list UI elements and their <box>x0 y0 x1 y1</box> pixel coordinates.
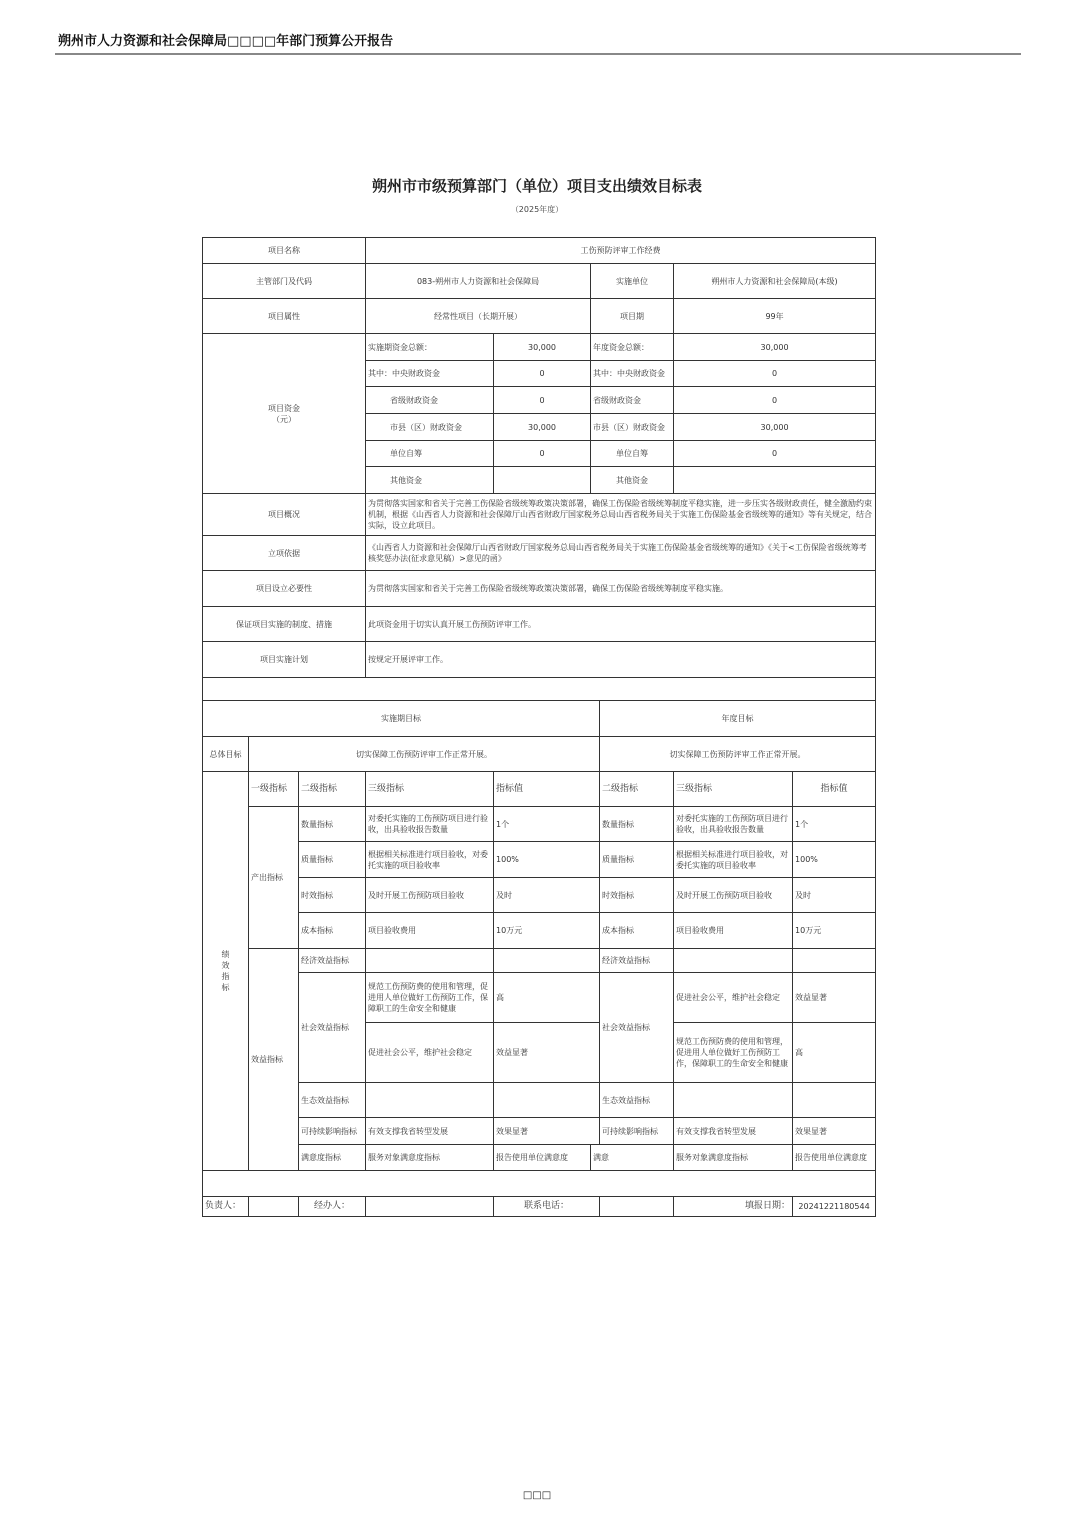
attr-value: 经常性项目（长期开展） <box>366 299 591 334</box>
fund-label: 市县（区）财政资金 <box>591 414 674 441</box>
performance-indicators-label: 绩 效 指 标 <box>203 772 249 1171</box>
column-header: 三级指标 <box>674 772 793 807</box>
indicator-l3 <box>674 1083 793 1118</box>
info-value: 按规定开展评审工作。 <box>366 642 876 678</box>
page-header: 朔州市人力资源和社会保障局□□□□年部门预算公开报告 <box>58 34 394 49</box>
indicator-l2: 服务对象满意度指标 <box>366 1145 494 1171</box>
indicator-value: 及时 <box>793 878 876 913</box>
fund-value: 0 <box>494 387 591 414</box>
fund-value: 30,000 <box>494 414 591 441</box>
column-header: 指标值 <box>494 772 600 807</box>
fund-value: 30,000 <box>674 334 876 361</box>
unit-value: 朔州市人力资源和社会保障局(本级) <box>674 264 876 299</box>
indicator-l3: 促进社会公平，维护社会稳定 <box>674 973 793 1023</box>
column-header: 三级指标 <box>366 772 494 807</box>
indicator-l2: 成本指标 <box>299 913 366 949</box>
info-label: 项目设立必要性 <box>203 571 366 607</box>
project-name: 工伤预防评审工作经费 <box>366 238 876 264</box>
indicator-l3: 项目验收费用 <box>366 913 494 949</box>
fund-value <box>674 467 876 494</box>
owner-value <box>249 1197 299 1217</box>
info-label: 立项依据 <box>203 536 366 571</box>
indicator-value: 效果显著 <box>494 1118 600 1145</box>
blank-row <box>203 1171 876 1197</box>
year-goal: 切实保障工伤预防评审工作正常开展。 <box>600 737 876 772</box>
indicator-l3: 对委托实施的工伤预防项目进行验收，出具验收报告数量 <box>366 807 494 842</box>
indicator-l2: 质量指标 <box>299 842 366 878</box>
handler-value <box>366 1197 494 1217</box>
indicator-l3: 项目验收费用 <box>674 913 793 949</box>
info-value: 此项资金用于切实认真开展工伤预防评审工作。 <box>366 607 876 642</box>
fund-value: 30,000 <box>494 334 591 361</box>
indicator-l2: 可持续影响指标 <box>299 1118 366 1145</box>
date-value: 20241221180544 <box>793 1197 876 1217</box>
fund-label: 其中：中央财政资金 <box>591 361 674 387</box>
period-goal: 切实保障工伤预防评审工作正常开展。 <box>249 737 600 772</box>
fund-value <box>494 467 591 494</box>
attr-label: 项目属性 <box>203 299 366 334</box>
phone-label: 联系电话： <box>494 1197 600 1217</box>
dept-value: 083-朔州市人力资源和社会保障局 <box>366 264 591 299</box>
indicator-l2: 可持续影响指标 <box>600 1118 674 1145</box>
indicator-l3: 促进社会公平，维护社会稳定 <box>366 1023 494 1083</box>
indicator-l2: 数量指标 <box>600 807 674 842</box>
page-title: 朔州市市级预算部门（单位）项目支出绩效目标表 <box>371 177 702 195</box>
indicator-l3: 规范工伤预防费的使用和管理，促进用人单位做好工伤预防工作，保障职工的生命安全和健康 <box>366 973 494 1023</box>
period-label: 项目期 <box>591 299 674 334</box>
indicator-l3: 有效支撑我省转型发展 <box>674 1118 793 1145</box>
fund-label: 其他资金 <box>366 467 494 494</box>
fund-label: 市县（区）财政资金 <box>366 414 494 441</box>
indicator-l3: 对委托实施的工伤预防项目进行验收，出具验收报告数量 <box>674 807 793 842</box>
indicator-l2: 成本指标 <box>600 913 674 949</box>
funds-label: 项目资金 （元） <box>203 334 366 494</box>
owner-label: 负责人： <box>203 1197 249 1217</box>
overall-goal-label: 总体目标 <box>203 737 249 772</box>
indicator-l2: 社会效益指标 <box>600 973 674 1083</box>
page-number: □□□ <box>522 1490 552 1501</box>
indicator-value: 效果显著 <box>793 1118 876 1145</box>
indicator-l2: 数量指标 <box>299 807 366 842</box>
info-value: 《山西省人力资源和社会保障厅山西省财政厅国家税务总局山西省税务局关于实施工伤保险基金省级统筹的通知》《关于<工伤保险省级统筹考核奖惩办法(征求意见稿）>意见的函》 <box>366 536 876 571</box>
fund-label: 其中：中央财政资金 <box>366 361 494 387</box>
indicator-value: 满意 <box>591 1145 674 1171</box>
indicator-value: 及时 <box>494 878 600 913</box>
fund-label: 年度资金总额： <box>591 334 674 361</box>
info-value: 为贯彻落实国家和省关于完善工伤保险省级统筹政策决策部署，确保工伤保险省级统筹制度平稳实施，进一步压实各级财政责任，健全激励约束机制，根据《山西省人力资源和社会保障厅山西省财政厅国家税务总局山西省税务局关于实施工伤保险基金省级统筹的通知》等有关规定，结合实际，设立此项目。 <box>366 494 876 536</box>
indicator-l2: 服务对象满意度指标 <box>674 1145 793 1171</box>
indicator-l3: 报告使用单位满意度 <box>494 1145 591 1171</box>
period-value: 99年 <box>674 299 876 334</box>
fund-label: 省级财政资金 <box>366 387 494 414</box>
performance-target-table <box>202 237 876 1217</box>
satisfaction-indicator-label: 满意度指标 <box>299 1145 366 1171</box>
indicator-value: 100% <box>494 842 600 878</box>
indicator-value <box>793 1083 876 1118</box>
fund-value: 0 <box>494 361 591 387</box>
fund-value: 0 <box>494 441 591 467</box>
page-subtitle: （2025年度） <box>510 205 564 214</box>
indicator-value <box>494 949 600 973</box>
indicator-l2: 生态效益指标 <box>600 1083 674 1118</box>
indicator-value <box>494 1083 600 1118</box>
period-goal-header: 实施期目标 <box>203 701 600 737</box>
indicator-value: 高 <box>494 973 600 1023</box>
indicator-l2: 时效指标 <box>299 878 366 913</box>
fund-value: 0 <box>674 361 876 387</box>
indicator-l2: 生态效益指标 <box>299 1083 366 1118</box>
blank-row <box>203 678 876 701</box>
column-header: 二级指标 <box>299 772 366 807</box>
indicator-l3 <box>366 1083 494 1118</box>
benefit-indicator-label: 效益指标 <box>249 949 299 1171</box>
indicator-value: 效益显著 <box>793 973 876 1023</box>
indicator-l3: 及时开展工伤预防项目验收 <box>366 878 494 913</box>
indicator-l2: 质量指标 <box>600 842 674 878</box>
indicator-value: 10万元 <box>793 913 876 949</box>
column-header: 指标值 <box>793 772 876 807</box>
dept-label: 主管部门及代码 <box>203 264 366 299</box>
indicator-l3: 有效支撑我省转型发展 <box>366 1118 494 1145</box>
indicator-l2: 经济效益指标 <box>600 949 674 973</box>
indicator-l2: 经济效益指标 <box>299 949 366 973</box>
fund-label: 单位自筹 <box>366 441 494 467</box>
indicator-value: 10万元 <box>494 913 600 949</box>
fund-value: 0 <box>674 441 876 467</box>
indicator-value: 高 <box>793 1023 876 1083</box>
info-label: 项目概况 <box>203 494 366 536</box>
indicator-value: 1个 <box>793 807 876 842</box>
indicator-value: 1个 <box>494 807 600 842</box>
indicator-l3 <box>674 949 793 973</box>
project-name-label: 项目名称 <box>203 238 366 264</box>
unit-label: 实施单位 <box>591 264 674 299</box>
indicator-l3: 根据相关标准进行项目验收，对委托实施的项目验收率 <box>366 842 494 878</box>
year-goal-header: 年度目标 <box>600 701 876 737</box>
indicator-l2: 时效指标 <box>600 878 674 913</box>
output-indicator-label: 产出指标 <box>249 807 299 949</box>
indicator-l3: 报告使用单位满意度 <box>793 1145 876 1171</box>
indicator-value: 效益显著 <box>494 1023 600 1083</box>
fund-label: 省级财政资金 <box>591 387 674 414</box>
header-divider <box>55 53 1021 55</box>
indicator-l3: 及时开展工伤预防项目验收 <box>674 878 793 913</box>
date-label: 填报日期： <box>674 1197 793 1217</box>
fund-value: 0 <box>674 387 876 414</box>
fund-label: 其他资金 <box>591 467 674 494</box>
column-header: 二级指标 <box>600 772 674 807</box>
indicator-value <box>793 949 876 973</box>
handler-label: 经办人： <box>299 1197 366 1217</box>
indicator-l2: 社会效益指标 <box>299 973 366 1083</box>
fund-label: 单位自筹 <box>591 441 674 467</box>
column-header: 一级指标 <box>249 772 299 807</box>
indicator-value: 100% <box>793 842 876 878</box>
info-label: 保证项目实施的制度、措施 <box>203 607 366 642</box>
fund-value: 30,000 <box>674 414 876 441</box>
indicator-l3: 根据相关标准进行项目验收，对委托实施的项目验收率 <box>674 842 793 878</box>
phone-value <box>600 1197 674 1217</box>
info-value: 为贯彻落实国家和省关于完善工伤保险省级统筹政策决策部署，确保工伤保险省级统筹制度平稳实施。 <box>366 571 876 607</box>
indicator-l3: 规范工伤预防费的使用和管理，促进用人单位做好工伤预防工作，保障职工的生命安全和健康 <box>674 1023 793 1083</box>
indicator-l3 <box>366 949 494 973</box>
fund-label: 实施期资金总额： <box>366 334 494 361</box>
info-label: 项目实施计划 <box>203 642 366 678</box>
